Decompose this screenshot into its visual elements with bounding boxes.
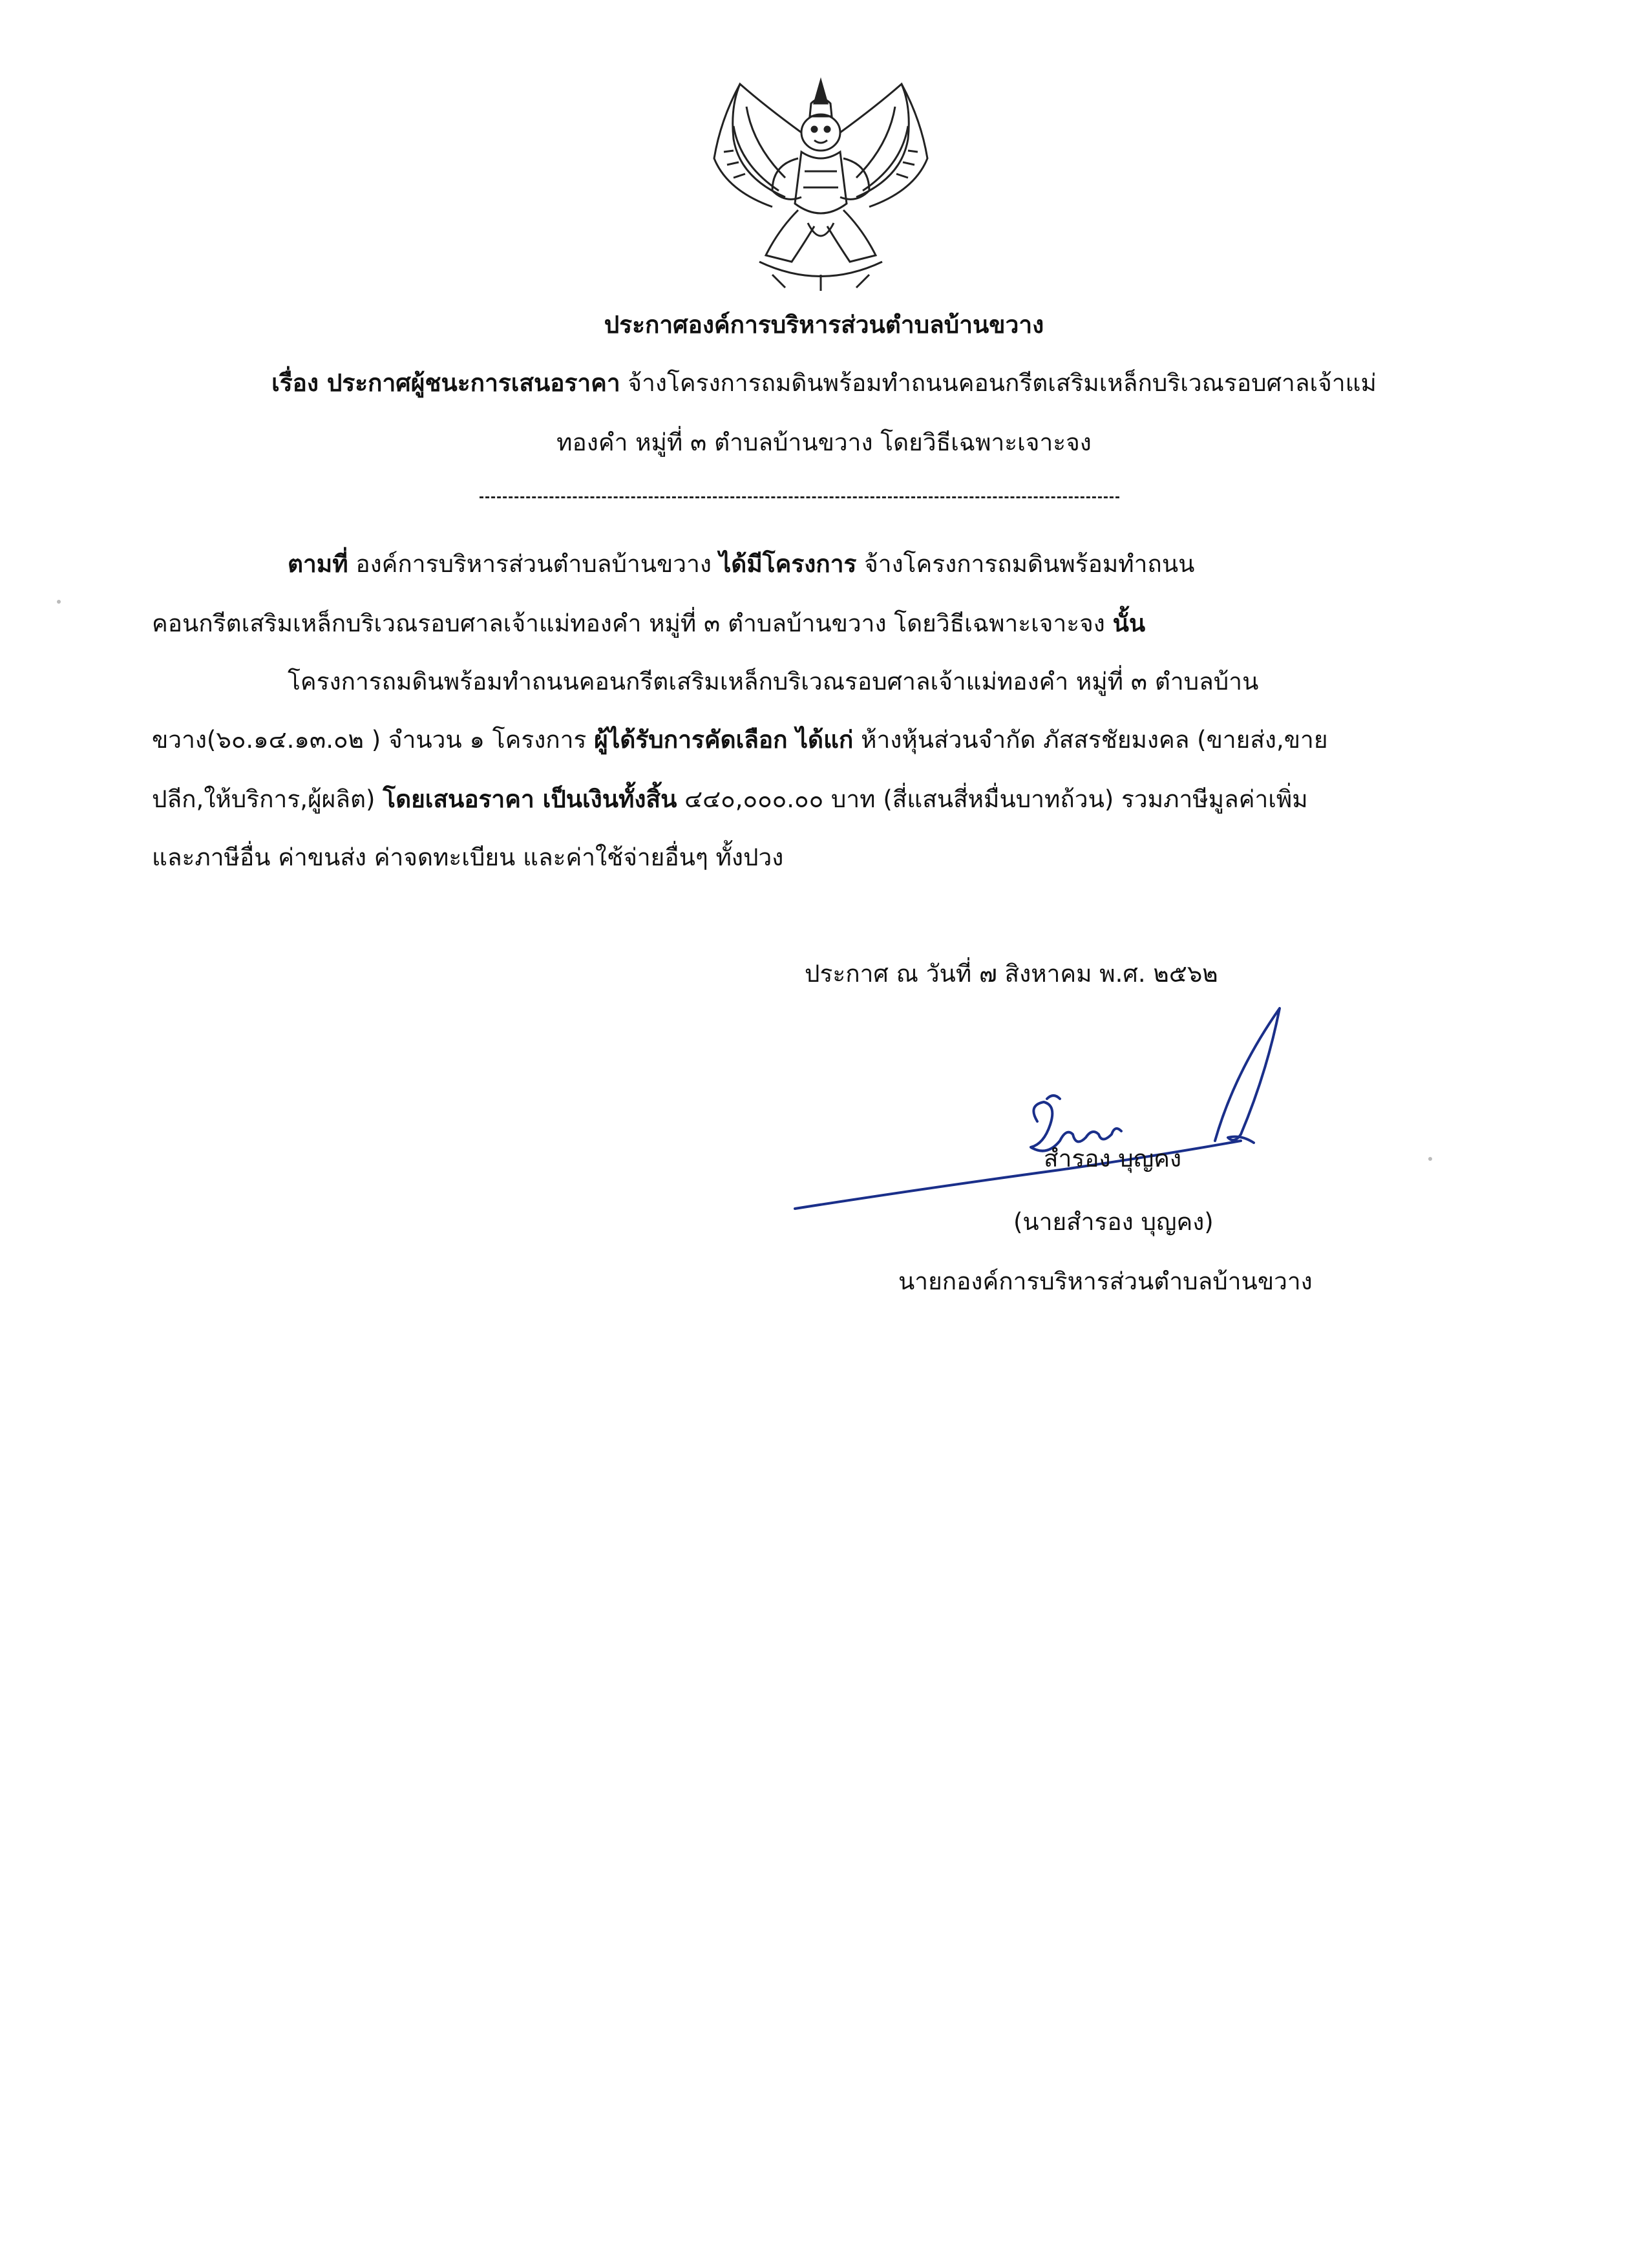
subject-text: จ้างโครงการถมดินพร้อมทำถนนคอนกรีตเสริมเหล็กบริเวณรอบศาลเจ้าแม่ [620,369,1377,397]
p2-project-code: ขวาง(๖๐.๑๔.๑๓.๐๒ ) จำนวน ๑ โครงการ [152,726,595,754]
paragraph-2-line-4: และภาษีอื่น ค่าขนส่ง ค่าจดทะเบียน และค่าใช้จ่ายอื่นๆ ทั้งปวง [152,843,784,871]
section-divider [480,496,1119,498]
paragraph-2-line-3 [152,783,1308,816]
p1-project-rest: คอนกรีตเสริมเหล็กบริเวณรอบศาลเจ้าแม่ทองคำ หมู่ที่ ๓ ตำบลบ้านขวาง โดยวิธีเฉพาะเจาะจง [152,609,1113,637]
p1-lead: ตามที่ [288,550,348,578]
p1-end: นั้น [1112,609,1146,637]
org-title: ประกาศองค์การบริหารส่วนตำบลบ้านขวาง [604,311,1044,339]
p1-has-project: ได้มีโครงการ [719,550,857,578]
p2-contractor: ห้างหุ้นส่วนจำกัด ภัสสรชัยมงคล (ขายส่ง,ขาย [853,726,1328,754]
scan-speck [57,600,61,604]
p1-org: องค์การบริหารส่วนตำบลบ้านขวาง [348,550,719,578]
subject-line-1 [0,367,1648,399]
subject-line-2: ทองคำ หมู่ที่ ๓ ตำบลบ้านขวาง โดยวิธีเฉพาะเจาะจง [556,429,1092,456]
announcement-date: ประกาศ ณ วันที่ ๗ สิงหาคม พ.ศ. ๒๕๖๒ [805,960,1218,988]
handwritten-signature-icon [788,995,1305,1228]
signer-position: นายกองค์การบริหารส่วนตำบลบ้านขวาง [898,1267,1313,1295]
p2-contractor-type: ปลีก,ให้บริการ,ผู้ผลิต) [152,785,383,813]
p2-price-label: โดยเสนอราคา เป็นเงินทั้งสิ้น [383,785,677,813]
paragraph-1-line-2 [152,608,1145,640]
paragraph-1-line-1 [288,548,1194,580]
p1-project-start: จ้างโครงการถมดินพร้อมทำถนน [856,550,1195,578]
signer-name-short: สำรอง บุญคง [1044,1145,1182,1172]
paragraph-2-line-2 [152,724,1328,756]
garuda-emblem-icon [695,68,947,294]
signer-name-full: (นายสำรอง บุญคง) [1013,1208,1214,1236]
p2-selected-label: ผู้ได้รับการคัดเลือก ได้แก่ [594,726,854,754]
scan-speck [1428,1157,1432,1161]
subject-prefix: เรื่อง ประกาศผู้ชนะการเสนอราคา [271,369,620,397]
p2-price-amount: ๔๔๐,๐๐๐.๐๐ บาท (สี่แสนสี่หมื่นบาทถ้วน) รวมภาษีมูลค่าเพิ่ม [677,785,1308,813]
paragraph-2-line-1: โครงการถมดินพร้อมทำถนนคอนกรีตเสริมเหล็กบริเวณรอบศาลเจ้าแม่ทองคำ หมู่ที่ ๓ ตำบลบ้าน [288,668,1259,695]
